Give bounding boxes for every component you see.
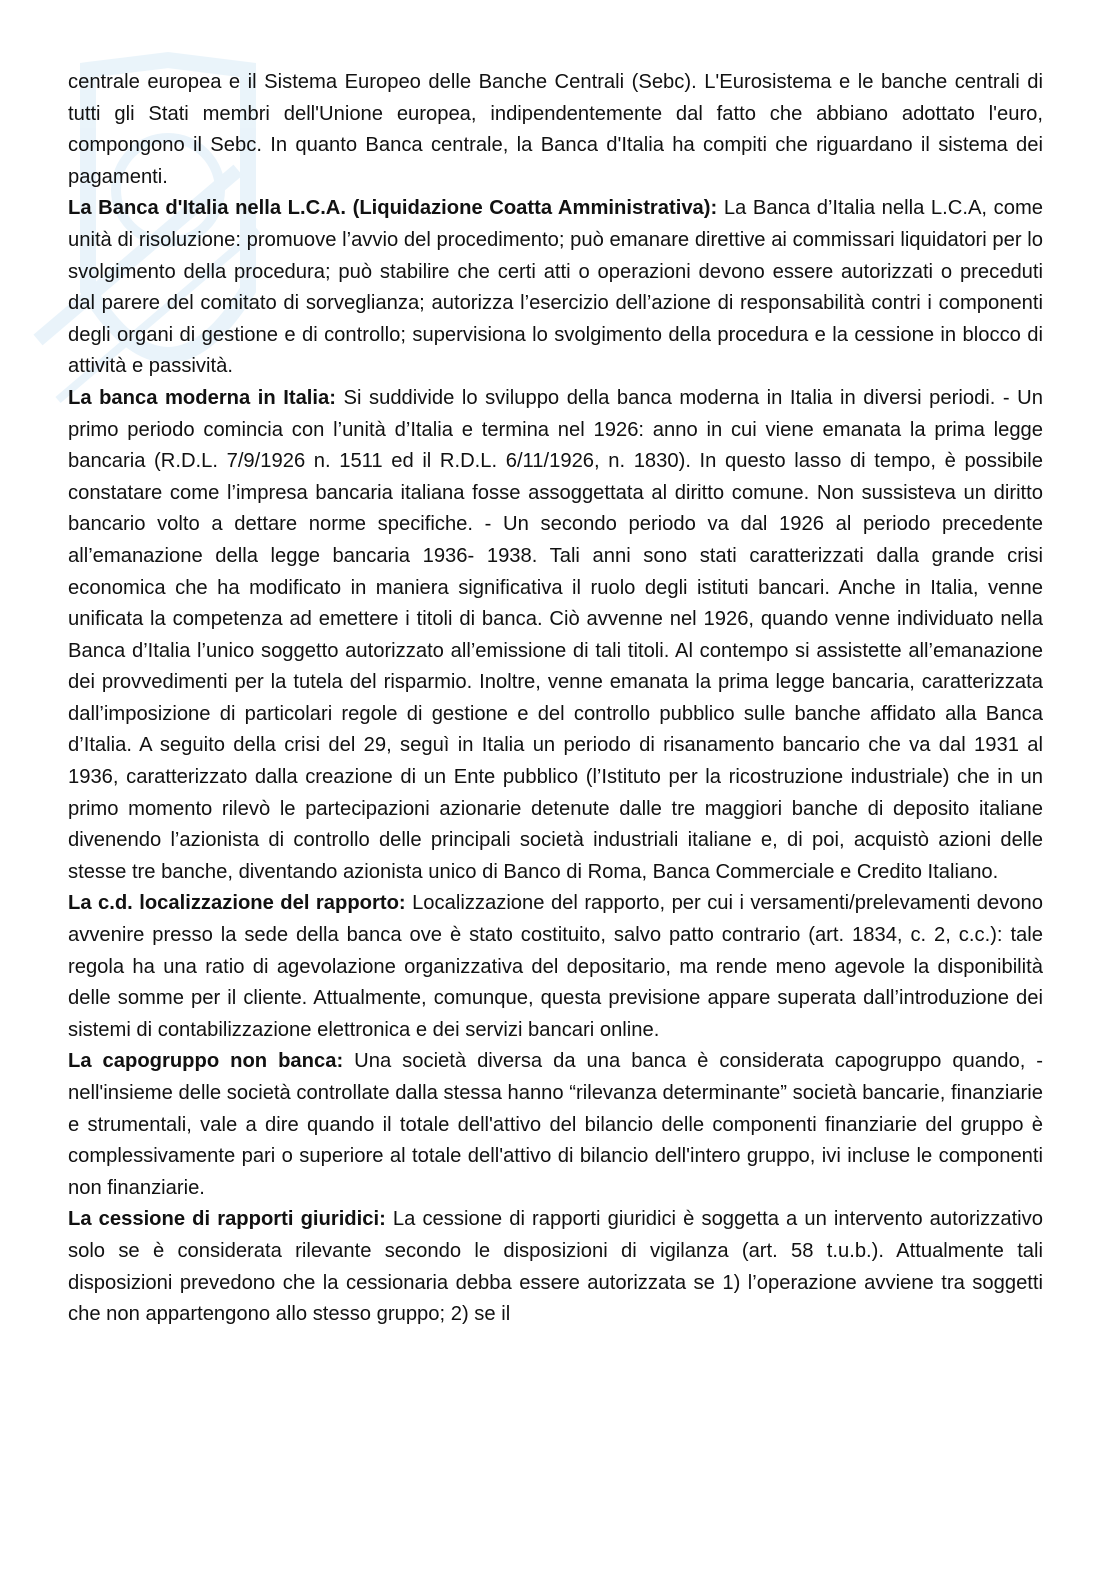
paragraph-sebc	[68, 67, 1043, 193]
paragraph-lca	[68, 193, 1043, 383]
paragraph-text: La Banca d’Italia nella L.C.A, come unità di risoluzione: promuove l’avvio del procedimento; può emanare direttive ai commissari liquidatori per lo svolgimento della procedura; può stabilire che certi atti o operazioni devono essere autorizzati o preceduti dal parere del comitato di sorveglianza; autorizza l’esercizio dell’azione di responsabilità contri i componenti degli organi di gestione e di controllo; supervisiona lo svolgimento della procedura e la cessione in blocco di attività e passività.	[68, 197, 1043, 378]
paragraph-cessione	[68, 1204, 1043, 1330]
paragraph-text: Una società diversa da una banca è considerata capogruppo quando, - nell'insieme delle società controllate dalla stessa hanno “rilevanza determinante” società bancarie, finanziarie e strumentali, vale a dire quando il totale dell'attivo del bilancio delle componenti finanziarie del gruppo è complessivamente pari o superiore al totale dell'attivo di bilancio dell'intero gruppo, ivi incluse le componenti non finanziarie.	[68, 1050, 1043, 1199]
paragraph-banca-moderna	[68, 383, 1043, 889]
paragraph-text: Localizzazione del rapporto, per cui i versamenti/prelevamenti devono avvenire presso la sede della banca ove è stato costituito, salvo patto contrario (art. 1834, c. 2, c.c.): tale regola ha una ratio di agevolazione organizzativa del depositario, ma rende meno agevole la disponibilità delle somme per il cliente. Attualmente, comunque, questa previsione appare superata dall’introduzione dei sistemi di contabilizzazione elettronica e dei servizi bancari online.	[68, 892, 1043, 1041]
term-heading: La banca moderna in Italia:	[68, 386, 336, 409]
paragraph-text: Si suddivide lo sviluppo della banca moderna in Italia in diversi periodi. - Un primo periodo comincia con l’unità d’Italia e termina nel 1926: anno in cui viene emanata la prima legge bancaria (R.D.L. 7/9/1926 n. 1511 ed il R.D.L. 6/11/1926, n. 1830). In questo lasso di tempo, è possibile constatare come l’impresa bancaria italiana fosse assoggettata al diritto comune. Non sussisteva un diritto bancario volto a dettare norme specifiche. - Un secondo periodo va dal 1926 al periodo precedente all’emanazione della legge bancaria 1936- 1938. Tali anni sono stati caratterizzati dalla grande crisi economica che ha modificato in maniera significativa il ruolo degli istituti bancari. Anche in Italia, venne unificata la competenza ad emettere i titoli di banca. Ciò avvenne nel 1926, quando venne individuato nella Banca d’Italia l’unico soggetto autorizzato all’emissione di tali titoli. Al contempo si assistette all’emanazione dei provvedimenti per la tutela del risparmio. Inoltre, venne emanata la prima legge bancaria, caratterizzata dall’imposizione di particolari regole di gestione e del controllo pubblico sulle banche affidato alla Banca d’Italia. A seguito della crisi del 29, seguì in Italia un periodo di risanamento bancario che va dal 1931 al 1936, caratterizzato dalla creazione di un Ente pubblico (l’Istituto per la ricostruzione industriale) che in un primo momento rilevò le partecipazioni azionarie detenute dalle tre maggiori banche di deposito italiane divenendo l’azionista di controllo delle principali società industriali italiane e, di poi, acquistò azioni delle stesse tre banche, diventando azionista unico di Banco di Roma, Banca Commerciale e Credito Italiano.	[68, 386, 1043, 883]
paragraph-text: La cessione di rapporti giuridici è soggetta a un intervento autorizzativo solo se è considerata rilevante secondo le disposizioni di vigilanza (art. 58 t.u.b.). Attualmente tali disposizioni prevedono che la cessionaria debba essere autorizzata se 1) l’operazione avviene tra soggetti che non appartengono allo stesso gruppo; 2) se il	[68, 1208, 1043, 1326]
term-heading: La capogruppo non banca:	[68, 1050, 344, 1073]
term-heading: La Banca d'Italia nella L.C.A. (Liquidazione Coatta Amministrativa):	[68, 197, 718, 220]
term-heading: La cessione di rapporti giuridici:	[68, 1208, 386, 1231]
paragraph-localizzazione	[68, 888, 1043, 1046]
paragraph-capogruppo	[68, 1046, 1043, 1204]
paragraph-text: centrale europea e il Sistema Europeo delle Banche Centrali (Sebc). L'Eurosistema e le banche centrali di tutti gli Stati membri dell'Unione europea, indipendentemente dal fatto che abbiano adottato l'euro, compongono il Sebc. In quanto Banca centrale, la Banca d'Italia ha compiti che riguardano il sistema dei pagamenti.	[68, 71, 1043, 188]
term-heading: La c.d. localizzazione del rapporto:	[68, 892, 406, 915]
